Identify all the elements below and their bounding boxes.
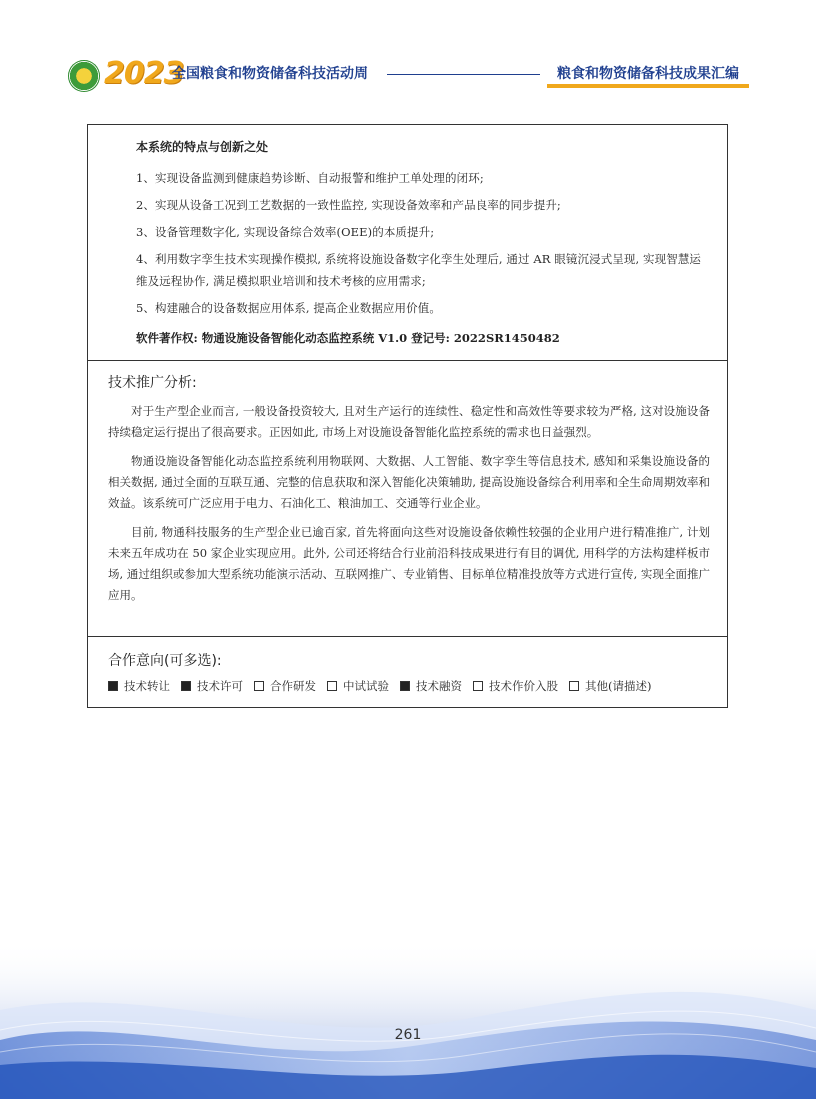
option-label: 技术融资 [416,679,462,693]
features-list [136,167,706,324]
feature-item: 4、利用数字孪生技术实现操作模拟, 系统将设施设备数字化孪生处理后, 通过 AR 眼镜沉浸式呈现, 实现智慧运维及远程协作, 满足模拟职业培训和技术考核的应用需求; [136,252,702,288]
option-tech-transfer[interactable] [108,677,170,695]
feature-item: 2、实现从设备工况到工艺数据的一致性监控, 实现设备效率和产品良率的同步提升; [136,198,561,212]
feature-item: 1、实现设备监测到健康趋势诊断、自动报警和维护工单处理的闭环; [136,171,484,185]
analysis-paragraph: 对于生产型企业而言, 一般设备投资较大, 且对生产运行的连续性、稳定性和高效性等要求较为严格, 这对设施设备持续稳定运行提出了很高要求。正因如此, 市场上对设施设备智能化监控系统的需求也日益强烈。 [108,404,710,439]
option-label: 其他(请描述) [585,679,652,693]
header-publication-title: 粮食和物资储备科技成果汇编 [557,66,739,82]
header-event-title: 全国粮食和物资储备科技活动周 [172,66,368,82]
content-table [87,124,728,708]
option-label: 中试试验 [343,679,389,693]
software-copyright: 软件著作权: 物通设施设备智能化动态监控系统 V1.0 登记号: 2022SR1450482 [136,331,560,345]
page-number: 261 [394,1027,422,1043]
cooperation-options [108,677,728,695]
option-tech-financing[interactable] [400,677,462,695]
checkbox[interactable] [473,681,483,691]
wave-graphic [0,940,816,1099]
option-label: 合作研发 [270,679,316,693]
cooperation-section [88,637,727,707]
features-section [88,125,727,361]
features-heading: 本系统的特点与创新之处 [136,140,269,154]
option-joint-rd[interactable] [254,677,316,695]
page-header [0,0,816,100]
checkbox[interactable] [254,681,264,691]
analysis-paragraph: 目前, 物通科技服务的生产型企业已逾百家, 首先将面向这些对设施设备依赖性较强的企业用户进行精准推广, 计划未来五年成功在 50 家企业实现应用。此外, 公司还将结合行业前沿科技成果进行有目的调优, 用科学的方法构建样板市场, 通过组织或参加大型系统功能演示活动、互联网推广、专业销售、目标单位精准投放等方式进行宣传, 实现全面推广应用。 [108,525,710,602]
option-label: 技术转让 [124,679,170,693]
option-other[interactable] [569,677,651,695]
header-year: 2023 [104,56,184,91]
analysis-body [108,401,710,614]
checkbox[interactable] [400,681,410,691]
feature-item: 3、设备管理数字化, 实现设备综合效率(OEE)的本质提升; [136,225,435,239]
checkbox[interactable] [569,681,579,691]
analysis-paragraph: 物通设施设备智能化动态监控系统利用物联网、大数据、人工智能、数字孪生等信息技术, 感知和采集设施设备的相关数据, 通过全面的互联互通、完整的信息获取和深入智能化决策辅助, 提高设施设备综合利用率和全生命周期效率和效益。该系统可广泛应用于电力、石油化工、粮油加工、交通等行业企业。 [108,454,710,510]
option-tech-license[interactable] [181,677,243,695]
checkbox[interactable] [181,681,191,691]
analysis-title: 技术推广分析: [108,375,197,391]
feature-item: 5、构建融合的设备数据应用体系, 提高企业数据应用价值。 [136,301,441,315]
option-pilot-test[interactable] [327,677,389,695]
cooperation-title: 合作意向(可多选): [108,653,222,669]
option-label: 技术作价入股 [489,679,558,693]
promotion-analysis-section [88,361,727,637]
option-label: 技术许可 [197,679,243,693]
checkbox[interactable] [108,681,118,691]
header-divider [387,74,540,75]
footer-wave-decoration [0,940,816,1099]
checkbox[interactable] [327,681,337,691]
option-tech-equity[interactable] [473,677,558,695]
grain-emblem-logo-icon [68,60,100,92]
header-accent-bar [547,84,749,88]
